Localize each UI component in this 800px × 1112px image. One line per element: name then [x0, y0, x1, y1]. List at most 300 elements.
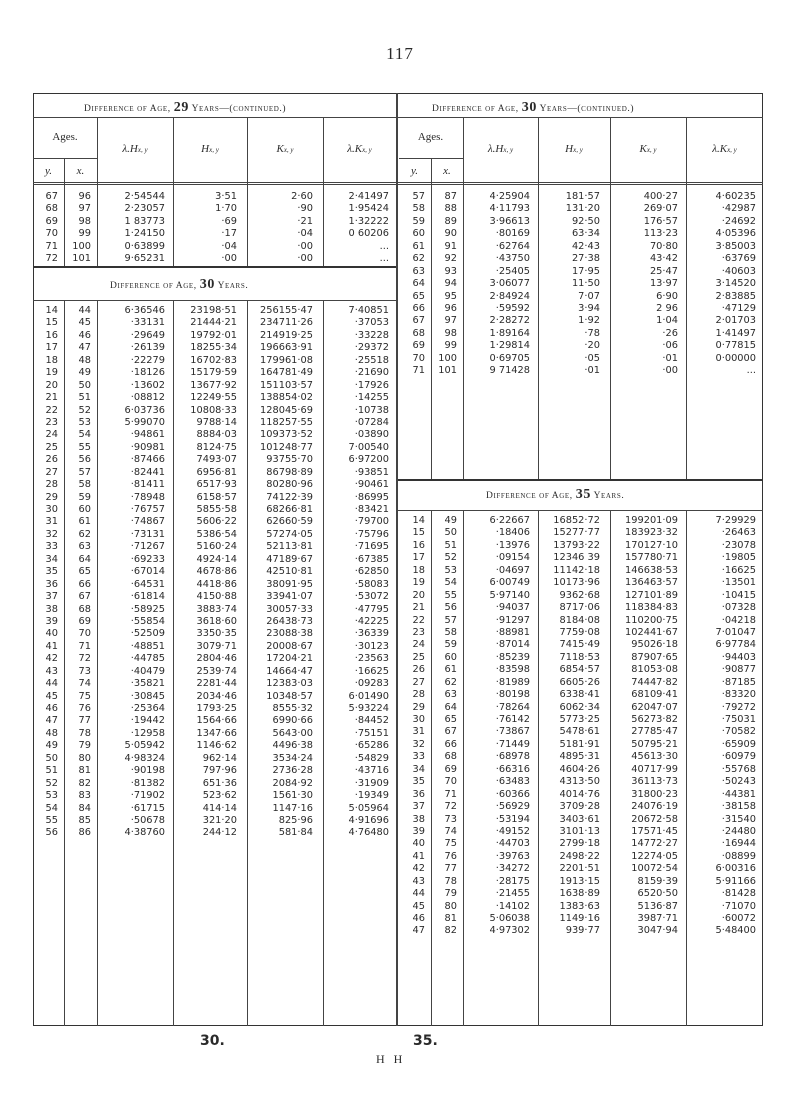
table-cell: 59	[78, 491, 91, 503]
table-cell: ·53072	[354, 591, 389, 603]
table-cell: 6517·93	[196, 479, 237, 491]
table-cell: 6·22667	[489, 515, 530, 526]
table-cell: ·66316	[495, 763, 530, 775]
table-cell: ·60366	[495, 788, 530, 800]
table-cell: 9 71428	[489, 365, 530, 377]
table-cell: 5·05964	[348, 802, 389, 814]
right-b1-y-column	[398, 191, 425, 378]
table-cell: 50	[78, 379, 91, 391]
left-b2-y-column	[33, 305, 58, 840]
table-cell: 41	[412, 850, 425, 862]
table-cell: 42510·81	[266, 566, 313, 578]
table-cell: ·43750	[495, 253, 530, 265]
table-cell: 20672·58	[631, 813, 678, 825]
table-cell: 19792·01	[190, 329, 237, 341]
table-cell: 48	[78, 354, 91, 366]
table-cell: 4678·86	[196, 566, 237, 578]
signature-mark: H H	[376, 1052, 406, 1066]
table-cell: ·04	[297, 228, 313, 240]
table-cell: ·00	[662, 365, 678, 377]
table-cell: ·42987	[721, 203, 756, 215]
table-cell: 2804·46	[196, 653, 237, 665]
table-cell: 4313·50	[559, 776, 600, 788]
table-cell: 196663·91	[260, 342, 313, 354]
footer-right-number: 35.	[413, 1033, 438, 1049]
table-cell: 22	[45, 404, 58, 416]
table-cell: 66	[444, 738, 457, 750]
table-cell: 3534·24	[272, 752, 313, 764]
table-cell: ·13976	[495, 539, 530, 551]
table-cell: 2·41497	[348, 191, 389, 202]
table-cell: 38	[45, 603, 58, 615]
table-cell: 2·01703	[715, 315, 756, 327]
table-cell: 53	[444, 564, 457, 576]
table-cell: 3·96613	[489, 215, 530, 227]
table-cell: ·00	[221, 253, 237, 265]
right-b2-lh-column	[463, 515, 530, 938]
right-section-suffix: Years.	[593, 491, 625, 501]
table-cell: ·71449	[495, 738, 530, 750]
table-cell: ·03890	[354, 429, 389, 441]
table-cell: ·81411	[130, 479, 165, 491]
left-h-sub: x, y	[209, 146, 219, 154]
table-cell: 1·32222	[348, 215, 389, 227]
table-cell: 269·07	[643, 203, 678, 215]
table-cell: 45	[78, 317, 91, 329]
table-cell: 93755·70	[266, 454, 313, 466]
table-cell: 62047·07	[631, 701, 678, 713]
table-cell: 10173·96	[553, 577, 600, 589]
table-cell: 10348·57	[266, 690, 313, 702]
table-cell: 3883·74	[196, 603, 237, 615]
table-cell: 1149·16	[559, 913, 600, 924]
table-cell: 31800·23	[631, 788, 678, 800]
table-cell: 962·14	[202, 752, 237, 764]
table-cell: ·74867	[130, 516, 165, 528]
table-cell: 5·93224	[348, 703, 389, 714]
table-cell: 40717·99	[631, 763, 678, 775]
table-cell: 8884·03	[196, 429, 237, 441]
table-cell: 50	[444, 527, 457, 539]
left-lk-label: λ.K	[347, 143, 363, 155]
table-cell: ·19805	[721, 552, 756, 564]
table-cell: ·79272	[721, 701, 756, 713]
left-caption-age: 29	[173, 100, 189, 115]
table-cell: 2·83885	[715, 290, 756, 302]
table-cell: ·25405	[495, 265, 530, 277]
table-cell: ·44703	[495, 838, 530, 850]
table-cell: 16	[412, 539, 425, 551]
table-cell: 33	[412, 751, 425, 763]
table-cell: 45613·30	[631, 751, 678, 763]
table-cell: 37	[412, 801, 425, 813]
table-cell: 3403·61	[559, 813, 600, 825]
table-cell: 21	[45, 392, 58, 404]
table-cell: 57	[78, 466, 91, 478]
table-cell: 46	[45, 703, 58, 714]
table-cell: 78	[78, 727, 91, 739]
table-cell: ...	[746, 365, 756, 377]
table-cell: ·19349	[354, 790, 389, 802]
table-cell: ·54829	[354, 752, 389, 764]
table-cell: ·04218	[721, 614, 756, 626]
table-cell: 6605·26	[559, 676, 600, 688]
table-cell: ·42225	[354, 615, 389, 627]
table-cell: 74	[78, 678, 91, 690]
table-cell: 825·96	[278, 814, 313, 826]
table-cell: 27·38	[571, 253, 600, 265]
table-cell: 14664·47	[266, 665, 313, 677]
table-cell: 62	[78, 528, 91, 540]
table-cell: 4·98324	[124, 752, 165, 764]
table-cell: 65	[412, 290, 425, 302]
table-cell: 35	[45, 566, 58, 578]
page-number: 117	[386, 44, 414, 63]
table-cell: 2034·46	[196, 690, 237, 702]
table-cell: 6956·81	[196, 466, 237, 478]
table-cell: 53	[45, 790, 58, 802]
left-y-header: y.	[44, 165, 53, 177]
table-cell: 70	[412, 352, 425, 364]
table-cell: ·20	[584, 340, 600, 352]
table-cell: ·67385	[354, 553, 389, 565]
right-ages-header: Ages.	[417, 131, 444, 143]
table-cell: ...	[379, 240, 389, 252]
table-cell: 6·03736	[124, 404, 165, 416]
table-cell: ·71070	[721, 900, 756, 912]
table-cell: 68	[412, 327, 425, 339]
table-cell: 12274·05	[631, 850, 678, 862]
table-cell: 6520·50	[637, 888, 678, 900]
table-cell: 87907·65	[631, 651, 678, 663]
table-cell: 6·00316	[715, 863, 756, 875]
table-cell: ·29649	[130, 329, 165, 341]
table-cell: 26438·73	[266, 615, 313, 627]
table-cell: ·49152	[495, 825, 530, 837]
table-cell: ·01	[584, 365, 600, 377]
table-cell: 12346 39	[553, 552, 600, 564]
table-cell: 43	[45, 665, 58, 677]
table-cell: 3·94	[578, 302, 600, 314]
table-cell: 7·01047	[715, 626, 756, 638]
table-cell: 62	[412, 253, 425, 265]
table-cell: 3350·35	[196, 628, 237, 640]
left-b1-lk-column	[323, 191, 389, 266]
table-cell: 118257·55	[260, 416, 313, 428]
table-cell: 256155·47	[260, 305, 313, 316]
table-cell: 32	[45, 528, 58, 540]
table-cell: 4·76480	[348, 827, 389, 839]
table-cell: ·78264	[495, 701, 530, 713]
table-cell: 101248·77	[260, 441, 313, 453]
table-cell: 13·97	[649, 278, 678, 290]
table-cell: 102441·67	[625, 626, 678, 638]
table-cell: 28	[45, 479, 58, 491]
table-cell: ·06	[662, 340, 678, 352]
table-cell: ·04697	[495, 564, 530, 576]
table-cell: 17	[45, 342, 58, 354]
table-cell: ·08899	[721, 850, 756, 862]
table-cell: ·83421	[354, 504, 389, 515]
table-cell: 26	[45, 454, 58, 466]
table-cell: 3·85003	[715, 240, 756, 252]
right-section-caption	[486, 487, 624, 503]
table-cell: 32	[412, 738, 425, 750]
table-cell: 29	[45, 491, 58, 503]
table-cell: ·86995	[354, 491, 389, 503]
right-caption-age: 30	[521, 100, 537, 115]
table-cell: 53	[78, 416, 91, 428]
right-k-header	[610, 143, 686, 155]
table-cell: 67	[78, 591, 91, 603]
table-cell: 131·20	[565, 203, 600, 215]
table-cell: 33941·07	[266, 591, 313, 603]
table-cell: 214919·25	[260, 329, 313, 341]
table-cell: 36113·73	[631, 776, 678, 788]
table-cell: 100	[72, 240, 91, 252]
table-cell: 56273·82	[631, 714, 678, 725]
table-cell: 0 60206	[348, 228, 389, 240]
table-cell: 321·20	[202, 814, 237, 826]
table-cell: ·50243	[721, 776, 756, 788]
table-cell: 33	[45, 541, 58, 553]
table-cell: 2799·18	[559, 838, 600, 850]
table-cell: 81053·08	[631, 664, 678, 676]
table-cell: ·83320	[721, 689, 756, 701]
table-cell: ·69	[221, 215, 237, 227]
table-cell: ·79700	[354, 516, 389, 528]
table-cell: ·47795	[354, 603, 389, 615]
table-cell: ·18406	[495, 527, 530, 539]
table-cell: ·76757	[130, 504, 165, 515]
table-cell: 9788·14	[196, 416, 237, 428]
table-cell: ·31540	[721, 813, 756, 825]
table-cell: 7759·08	[559, 626, 600, 638]
table-cell: 24	[412, 639, 425, 651]
table-cell: 18255·34	[190, 342, 237, 354]
table-cell: 69	[78, 615, 91, 627]
table-cell: ·07284	[354, 416, 389, 428]
table-cell: ·80169	[495, 228, 530, 240]
table-cell: 47	[78, 342, 91, 354]
table-cell: 199201·09	[625, 515, 678, 526]
table-cell: ·71267	[130, 541, 165, 553]
table-cell: 51	[444, 539, 457, 551]
table-cell: 2·54544	[124, 191, 165, 202]
table-cell: 51	[45, 765, 58, 777]
table-cell: 5160·24	[196, 541, 237, 553]
table-cell: 113·23	[643, 228, 678, 240]
table-cell: 47	[45, 715, 58, 727]
table-cell: ·25364	[130, 703, 165, 714]
table-cell: 64	[444, 701, 457, 713]
table-cell: 47	[412, 925, 425, 937]
table-cell: 71	[444, 788, 457, 800]
table-cell: 523·62	[202, 790, 237, 802]
table-cell: ·75796	[354, 528, 389, 540]
left-b2-x-column	[64, 305, 91, 840]
table-cell: 97	[444, 315, 457, 327]
table-cell: 62	[444, 676, 457, 688]
table-cell: ·84452	[354, 715, 389, 727]
table-cell: 45	[45, 690, 58, 702]
table-cell: 40	[412, 838, 425, 850]
table-cell: 7493·07	[196, 454, 237, 466]
table-cell: 8555·32	[272, 703, 313, 714]
table-cell: 8717·06	[559, 602, 600, 614]
table-cell: 100	[438, 352, 457, 364]
table-cell: ·31909	[354, 777, 389, 789]
table-cell: 3987·71	[637, 913, 678, 924]
table-cell: 83	[78, 790, 91, 802]
table-cell: 70·80	[649, 240, 678, 252]
table-cell: 4014·76	[559, 788, 600, 800]
table-cell: 67	[45, 191, 58, 202]
table-cell: 10072·54	[631, 863, 678, 875]
table-cell: 71	[78, 640, 91, 652]
table-cell: 939·77	[565, 925, 600, 937]
table-cell: 52	[78, 404, 91, 416]
table-cell: ·53194	[495, 813, 530, 825]
table-cell: 68266·81	[266, 504, 313, 515]
table-cell: 41	[45, 640, 58, 652]
table-cell: ·90461	[354, 479, 389, 491]
table-cell: ·26139	[130, 342, 165, 354]
table-cell: 99	[78, 228, 91, 240]
left-section-age: 30	[199, 277, 215, 292]
table-cell: 57	[412, 191, 425, 202]
table-cell: 0·77815	[715, 340, 756, 352]
left-b1-lh-column	[97, 191, 165, 266]
table-cell: 7·00540	[348, 441, 389, 453]
right-b2-y-column	[398, 515, 425, 938]
table-cell: ·82441	[130, 466, 165, 478]
table-cell: 4150·88	[196, 591, 237, 603]
table-cell: 6990·66	[272, 715, 313, 727]
table-cell: 5478·61	[559, 726, 600, 738]
table-cell: ·24692	[721, 215, 756, 227]
table-cell: ·83598	[495, 664, 530, 676]
table-cell: 4418·86	[196, 578, 237, 590]
table-cell: ·23563	[354, 653, 389, 665]
table-cell: 6062·34	[559, 701, 600, 713]
table-cell: ·23078	[721, 539, 756, 551]
table-cell: 19	[412, 577, 425, 589]
table-cell: 234711·26	[260, 317, 313, 329]
table-cell: 60	[78, 504, 91, 515]
table-cell: ·59592	[495, 302, 530, 314]
table-cell: 8124·75	[196, 441, 237, 453]
table-cell: 1913·15	[559, 875, 600, 887]
table-cell: ·81989	[495, 676, 530, 688]
table-cell: 15	[412, 527, 425, 539]
table-cell: 59	[444, 639, 457, 651]
table-cell: 1347·66	[196, 727, 237, 739]
table-cell: 4·91696	[348, 814, 389, 826]
table-cell: 170127·10	[625, 539, 678, 551]
table-cell: 3079·71	[196, 640, 237, 652]
left-b2-h-column	[173, 305, 237, 840]
table-cell: 65	[444, 714, 457, 725]
table-cell: 1·04	[656, 315, 678, 327]
table-cell: 75	[78, 690, 91, 702]
table-cell: 24	[45, 429, 58, 441]
table-cell: 97	[78, 203, 91, 215]
table-cell: 4·97302	[489, 925, 530, 937]
table-cell: 1638·89	[559, 888, 600, 900]
table-cell: 92	[444, 253, 457, 265]
table-cell: 14772·27	[631, 838, 678, 850]
table-cell: 6·97784	[715, 639, 756, 651]
table-cell: 9·65231	[124, 253, 165, 265]
table-cell: 179961·08	[260, 354, 313, 366]
table-cell: ·80198	[495, 689, 530, 701]
table-cell: ·13501	[721, 577, 756, 589]
table-cell: ·73131	[130, 528, 165, 540]
table-cell: 4924·14	[196, 553, 237, 565]
table-cell: 60	[444, 651, 457, 663]
right-h-label: H	[565, 143, 574, 155]
table-cell: 21444·21	[190, 317, 237, 329]
table-cell: 22	[412, 614, 425, 626]
table-cell: 52113·81	[266, 541, 313, 553]
table-cell: 95	[444, 290, 457, 302]
table-cell: ·44381	[721, 788, 756, 800]
table-cell: 66	[412, 302, 425, 314]
table-cell: 78	[444, 875, 457, 887]
left-lk-header	[323, 143, 396, 155]
table-cell: 79	[78, 740, 91, 752]
table-cell: 4·60235	[715, 191, 756, 202]
table-cell: 5643·00	[272, 727, 313, 739]
table-cell: 17·95	[571, 265, 600, 277]
right-lk-header	[686, 143, 763, 155]
table-cell: ·93851	[354, 466, 389, 478]
table-cell: 2736·28	[272, 765, 313, 777]
table-cell: 51	[78, 392, 91, 404]
table-cell: 797·96	[202, 765, 237, 777]
table-cell: ·87466	[130, 454, 165, 466]
table-cell: ·90198	[130, 765, 165, 777]
left-lh-label: λ.H	[122, 143, 138, 155]
table-cell: 91	[444, 240, 457, 252]
table-cell: ·58925	[130, 603, 165, 615]
table-cell: ·16625	[721, 564, 756, 576]
table-cell: 58	[78, 479, 91, 491]
table-cell: 60	[412, 228, 425, 240]
table-cell: 34	[45, 553, 58, 565]
table-cell: ·81382	[130, 777, 165, 789]
table-cell: 19	[45, 367, 58, 379]
table-cell: 34	[412, 763, 425, 775]
table-cell: 30	[412, 714, 425, 725]
left-lh-header	[97, 143, 173, 155]
table-cell: ·25518	[354, 354, 389, 366]
table-cell: 73	[78, 665, 91, 677]
footer-left-number: 30.	[200, 1033, 225, 1049]
table-cell: 25	[412, 651, 425, 663]
table-cell: ·55768	[721, 763, 756, 775]
table-cell: ·21455	[495, 888, 530, 900]
table-cell: 5606·22	[196, 516, 237, 528]
table-cell: 72	[45, 253, 58, 265]
right-lk-sub: x, y	[727, 146, 737, 154]
table-cell: ·38158	[721, 801, 756, 813]
table-cell: 11142·18	[553, 564, 600, 576]
table-cell: 63	[78, 541, 91, 553]
table-cell: 98	[444, 327, 457, 339]
table-cell: 69	[412, 340, 425, 352]
